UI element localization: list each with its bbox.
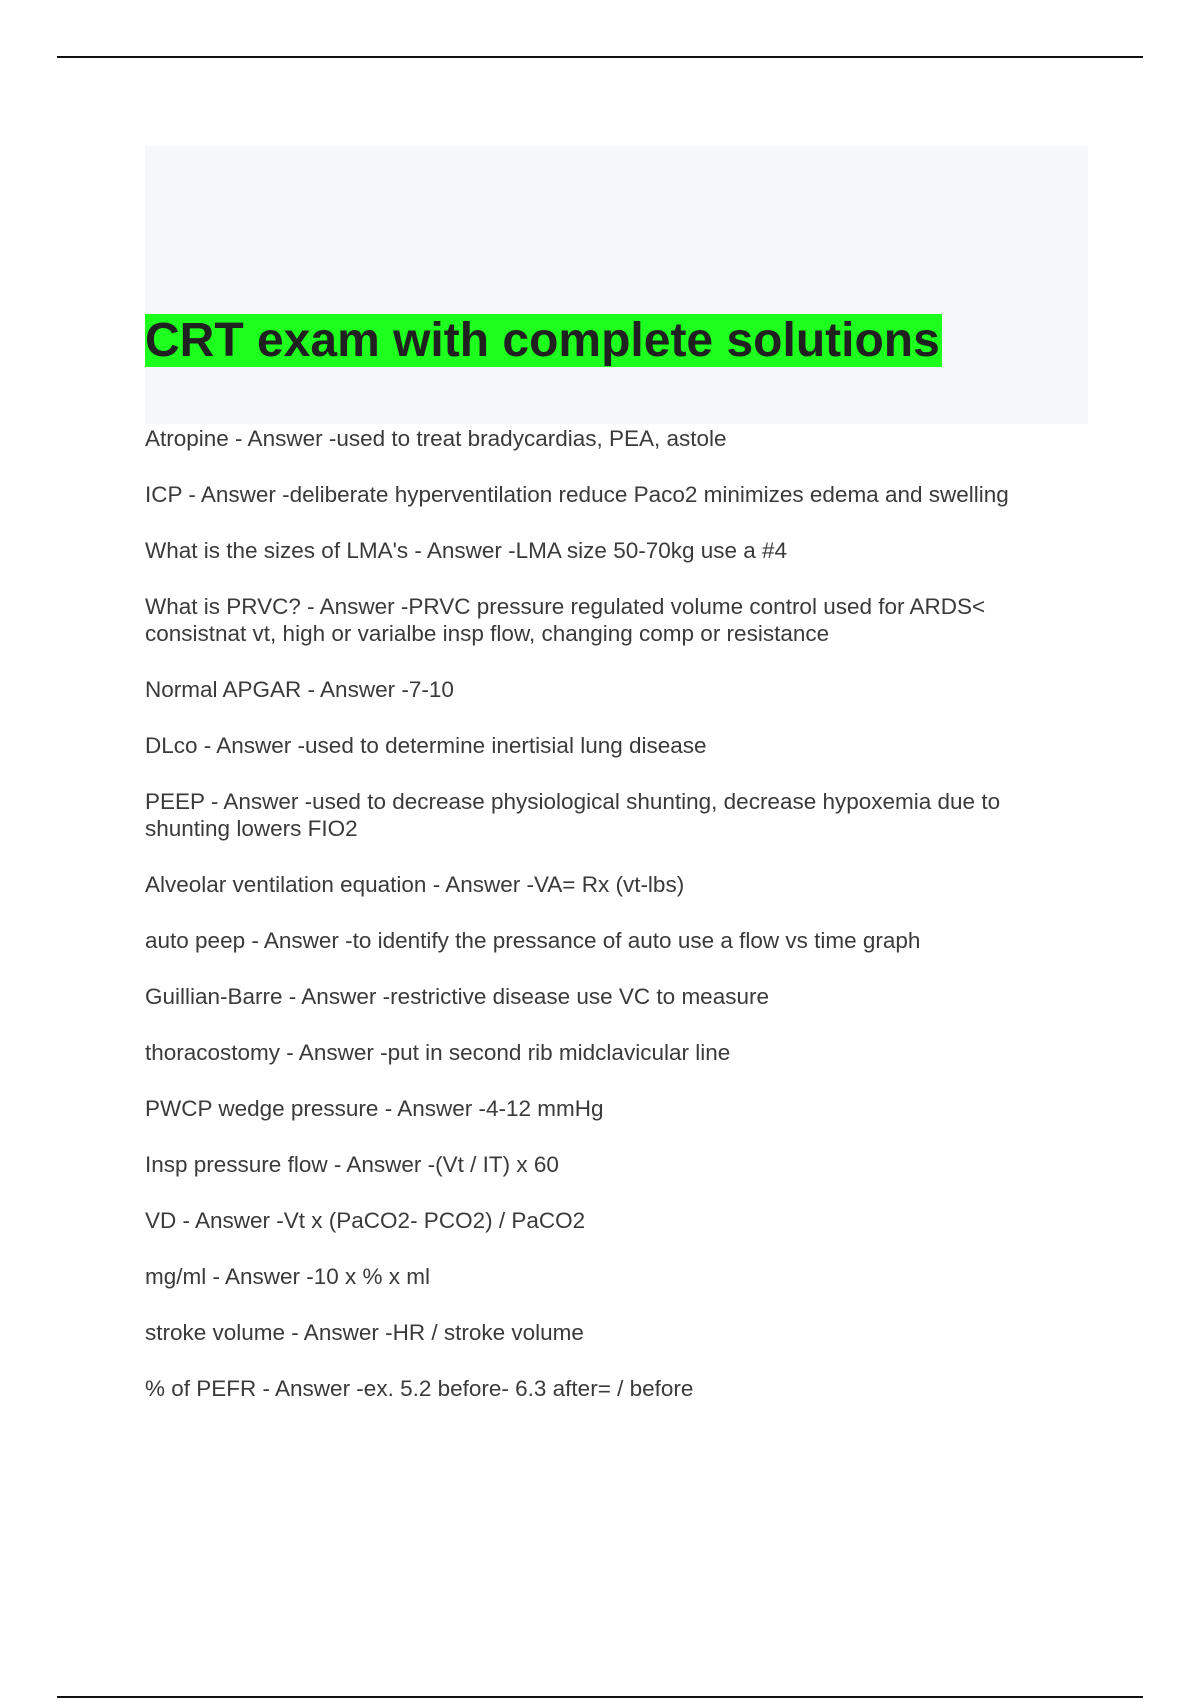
qa-item: Insp pressure flow - Answer -(Vt / IT) x 60	[145, 1152, 559, 1177]
qa-item: ICP - Answer -deliberate hyperventilation reduce Paco2 minimizes edema and swelling	[145, 482, 1009, 507]
qa-item: PEEP - Answer -used to decrease physiological shunting, decrease hypoxemia due to shunting lowers FIO2	[145, 789, 1001, 841]
qa-item: Atropine - Answer -used to treat bradycardias, PEA, astole	[145, 426, 727, 451]
qa-item: What is PRVC? - Answer -PRVC pressure regulated volume control used for ARDS< consistnat vt, high or varialbe insp flow, changing comp or resistance	[145, 594, 986, 646]
bottom-rule	[57, 1696, 1143, 1698]
top-rule	[57, 56, 1143, 58]
qa-item: % of PEFR - Answer -ex. 5.2 before- 6.3 after= / before	[145, 1376, 694, 1401]
qa-item: stroke volume - Answer -HR / stroke volume	[145, 1320, 584, 1345]
header-panel	[145, 146, 1088, 424]
qa-item: What is the sizes of LMA's - Answer -LMA size 50-70kg use a #4	[145, 538, 788, 563]
qa-list	[145, 425, 1085, 1431]
qa-item: PWCP wedge pressure - Answer -4-12 mmHg	[145, 1096, 604, 1121]
qa-item: mg/ml - Answer -10 x % x ml	[145, 1264, 431, 1289]
qa-item: auto peep - Answer -to identify the pressance of auto use a flow vs time graph	[145, 928, 921, 953]
qa-item: thoracostomy - Answer -put in second rib midclavicular line	[145, 1040, 731, 1065]
title-highlight: CRT exam with complete solutions	[145, 314, 940, 367]
qa-item: DLco - Answer -used to determine inertisial lung disease	[145, 733, 707, 758]
qa-item: Normal APGAR - Answer -7-10	[145, 677, 454, 702]
qa-item: Guillian-Barre - Answer -restrictive disease use VC to measure	[145, 984, 769, 1009]
document-title	[145, 313, 942, 369]
qa-item: Alveolar ventilation equation - Answer -VA= Rx (vt-lbs)	[145, 872, 685, 897]
qa-item: VD - Answer -Vt x (PaCO2- PCO2) / PaCO2	[145, 1208, 586, 1233]
